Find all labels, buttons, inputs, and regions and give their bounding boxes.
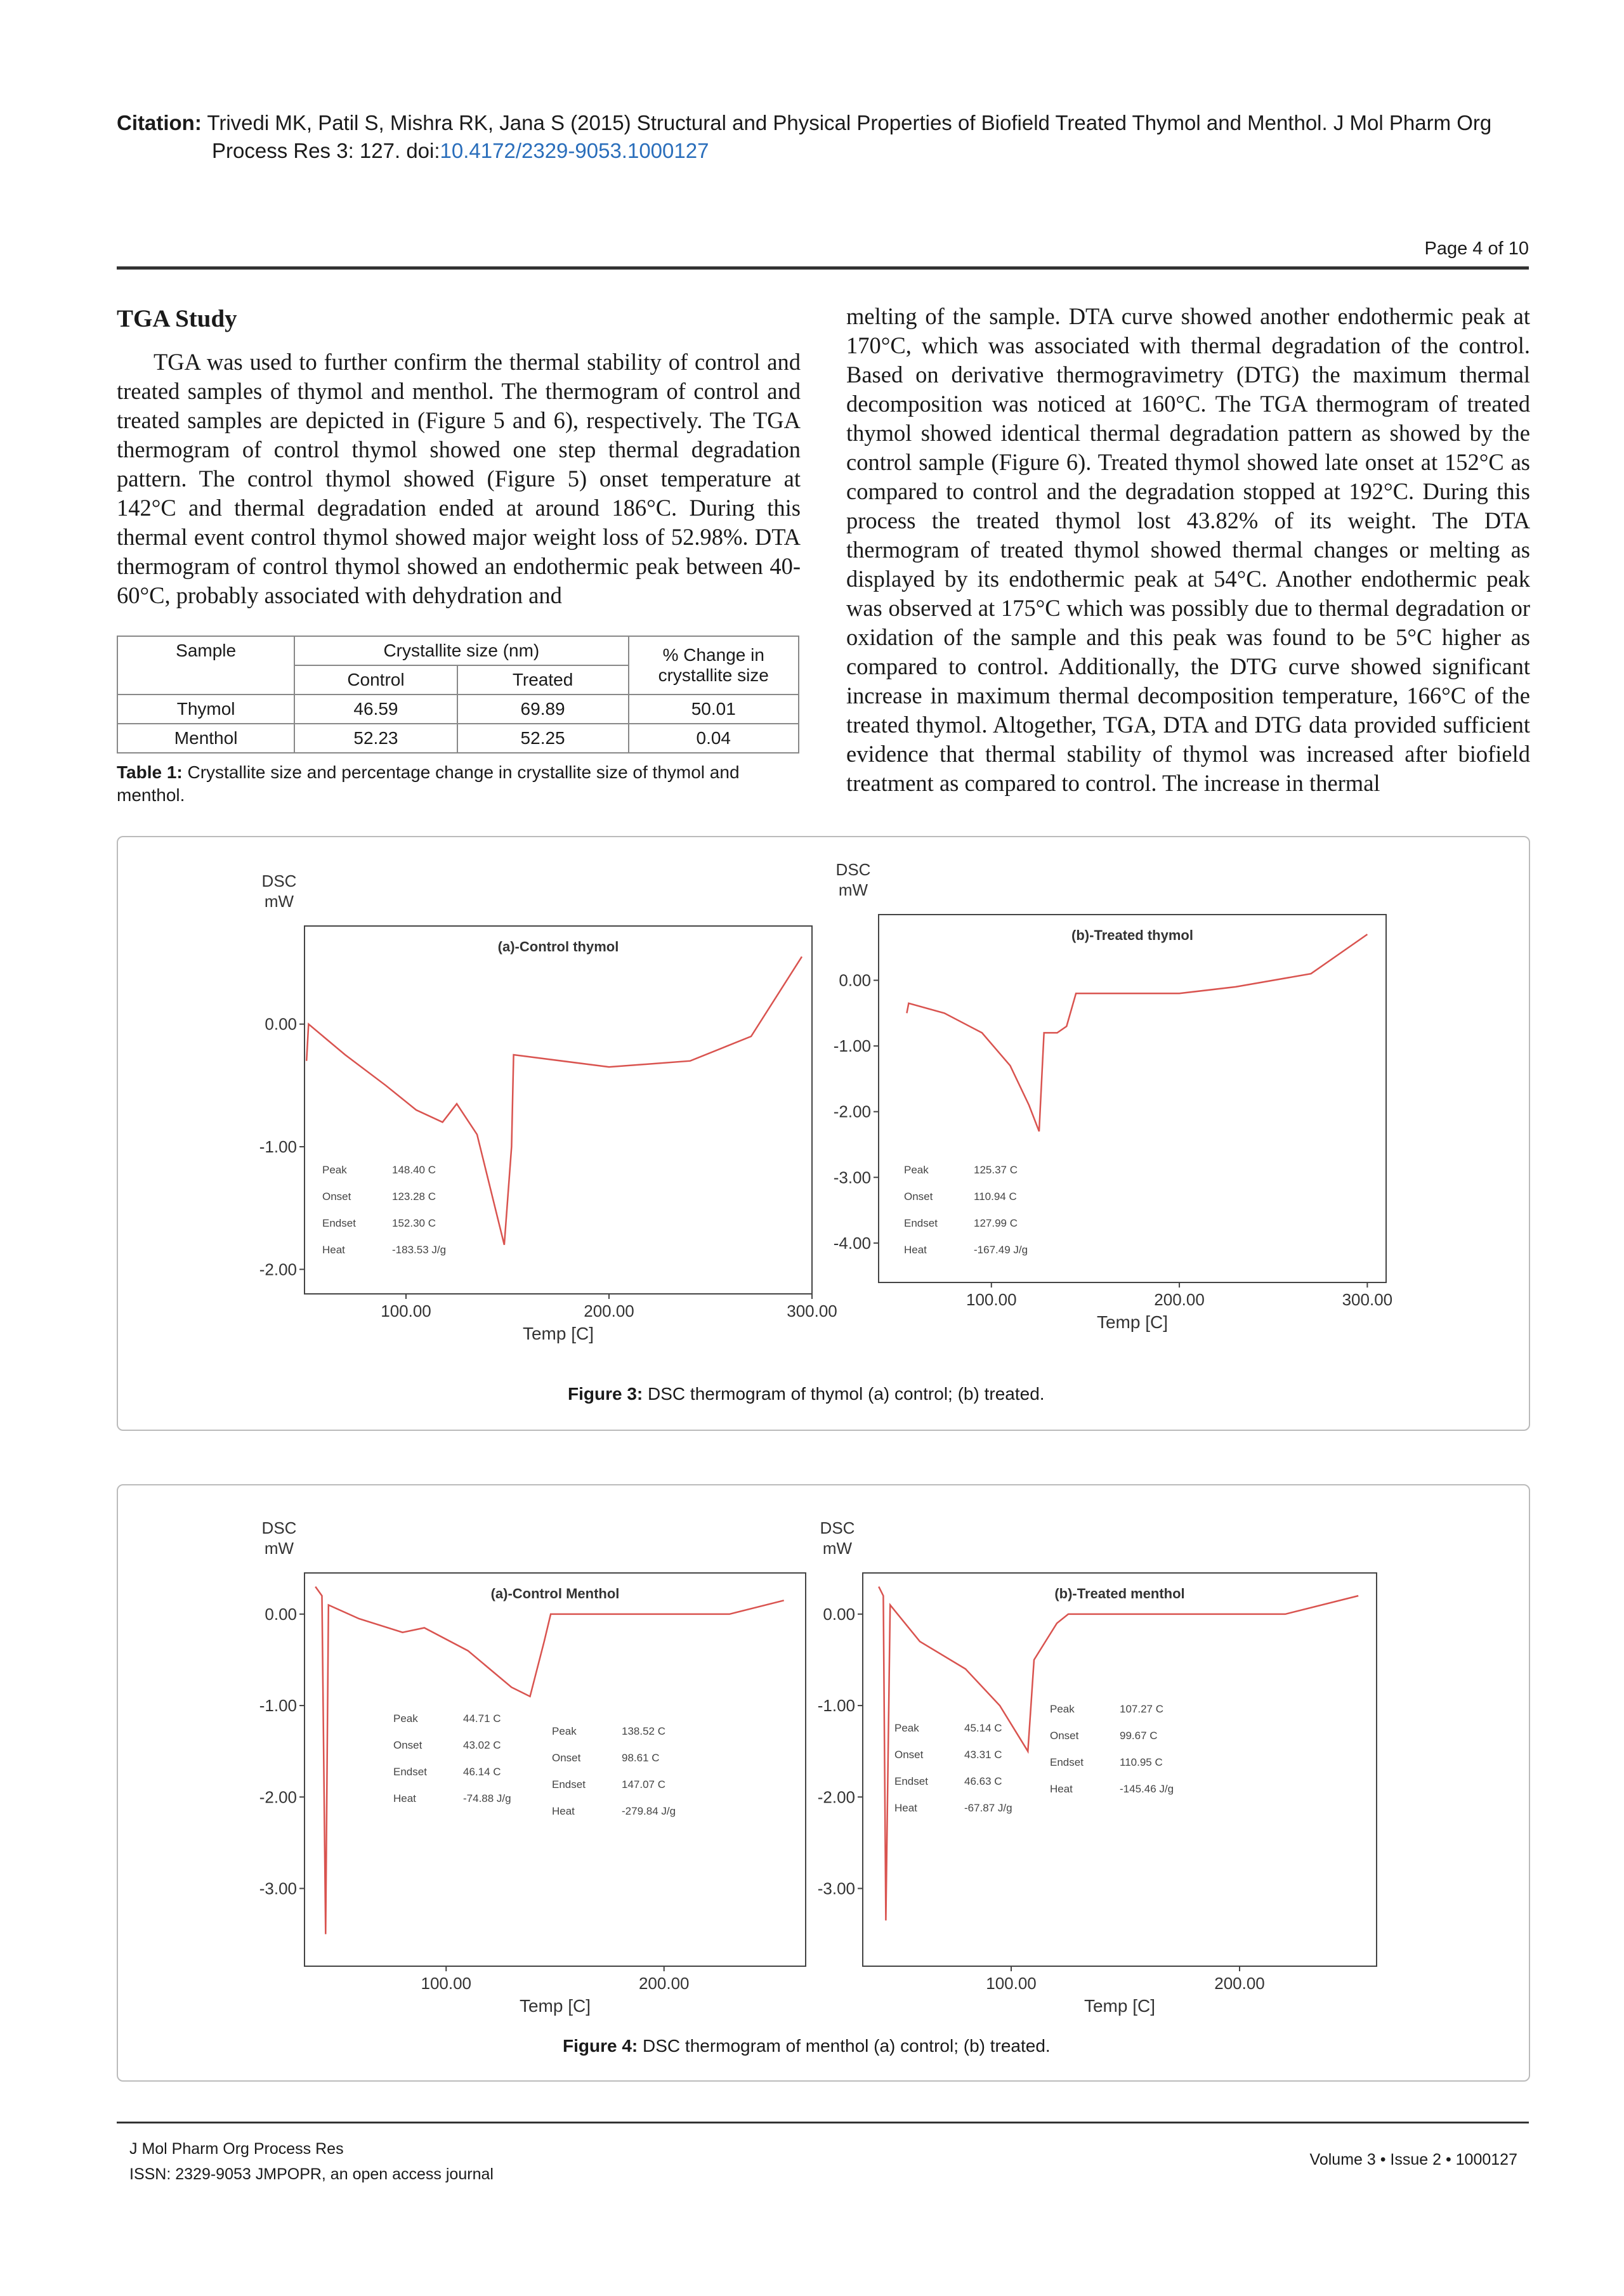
annotation-value: -74.88 J/g bbox=[463, 1792, 511, 1804]
plot-frame bbox=[863, 1573, 1377, 1966]
x-tick-label: 200.00 bbox=[584, 1301, 634, 1321]
annotation-label: Heat bbox=[322, 1244, 345, 1256]
th-sample: Sample bbox=[117, 636, 294, 695]
page-number: Page 4 of 10 bbox=[1424, 238, 1529, 259]
cell-control: 52.23 bbox=[294, 724, 457, 753]
annotation-label: Onset bbox=[1050, 1730, 1079, 1742]
figure-4-caption-lead: Figure 4: bbox=[563, 2036, 638, 2056]
footer-journal: J Mol Pharm Org Process Res bbox=[129, 2140, 344, 2158]
plot-frame bbox=[304, 926, 812, 1294]
y-axis-label: DSC bbox=[261, 871, 297, 890]
annotation-label: Heat bbox=[894, 1802, 917, 1814]
y-tick-label: -1.00 bbox=[259, 1137, 297, 1156]
x-tick-label: 100.00 bbox=[421, 1974, 472, 1993]
x-tick-label: 100.00 bbox=[381, 1301, 431, 1321]
annotation-label: Onset bbox=[904, 1190, 933, 1203]
citation bbox=[117, 109, 1550, 165]
figure-3-caption-lead: Figure 3: bbox=[568, 1384, 643, 1404]
x-axis-label: Temp [C] bbox=[519, 1996, 591, 2016]
y-axis-unit: mW bbox=[264, 1539, 294, 1558]
annotation-value: 98.61 C bbox=[622, 1752, 660, 1764]
x-tick-label: 300.00 bbox=[787, 1301, 837, 1321]
annotation-value: 152.30 C bbox=[392, 1217, 436, 1229]
x-tick-label: 200.00 bbox=[1154, 1290, 1205, 1309]
annotation-value: 147.07 C bbox=[622, 1778, 665, 1790]
chart-title: (a)-Control Menthol bbox=[490, 1586, 620, 1601]
annotation-label: Endset bbox=[894, 1775, 928, 1787]
footer-left bbox=[129, 2136, 494, 2187]
doi-link[interactable]: 10.4172/2329-9053.1000127 bbox=[440, 139, 709, 162]
y-tick-label: -3.00 bbox=[817, 1879, 855, 1898]
cell-change: 50.01 bbox=[629, 695, 799, 724]
y-tick-label: -1.00 bbox=[817, 1696, 855, 1716]
citation-cont-text: Process Res 3: 127. doi: bbox=[212, 139, 440, 162]
y-axis-label: DSC bbox=[820, 1518, 855, 1537]
plot-frame bbox=[304, 1573, 806, 1966]
footer-rule bbox=[117, 2122, 1529, 2123]
table-row bbox=[117, 724, 799, 753]
annotation-label: Heat bbox=[393, 1792, 416, 1804]
x-axis-label: Temp [C] bbox=[1084, 1996, 1156, 2016]
right-column bbox=[846, 302, 1530, 798]
annotation-label: Endset bbox=[1050, 1756, 1084, 1768]
annotation-value: 148.40 C bbox=[392, 1164, 436, 1176]
chart-title: (b)-Treated thymol bbox=[1071, 927, 1193, 943]
annotation-value: 110.95 C bbox=[1120, 1756, 1163, 1768]
table-crystallite bbox=[117, 636, 799, 753]
th-treated: Treated bbox=[457, 665, 629, 695]
annotation-label: Onset bbox=[393, 1739, 422, 1751]
annotation-value: 138.52 C bbox=[622, 1725, 665, 1737]
right-paragraph: melting of the sample. DTA curve showed another endothermic peak at 170°C, which was associated with thermal degradation of the control. Based on derivative thermogravimetry (DTG) the maximum thermal decomposition was noticed at 160°C. The TGA thermogram of treated thymol showed identical thermal degradation pattern as showed by the control sample (Figure 6). Treated thymol showed late onset at 152°C as compared to control and the degradation stopped at 192°C. During this process the treated thymol lost 43.82% of its weight. The DTA thermogram of treated thymol showed thermal changes or melting as displayed by its endothermic peak at 54°C. Another endothermic peak was observed at 175°C which was possibly due to thermal degradation or oxidation of the sample and this peak was found to be 5°C higher as compared to control. Additionally, the DTG curve showed significant increase in maximum thermal decomposition temperature, 166°C of the treated thymol. Altogether, TGA, DTA and DTG data provided sufficient evidence that thermal stability of thymol was increased after biofield treatment as compared to control. The increase in thermal bbox=[846, 303, 1530, 796]
annotation-label: Onset bbox=[552, 1752, 581, 1764]
annotation-label: Peak bbox=[1050, 1703, 1075, 1715]
annotation-label: Onset bbox=[894, 1749, 924, 1761]
annotation-value: 44.71 C bbox=[463, 1712, 501, 1725]
footer-issn: ISSN: 2329-9053 JMPOPR, an open access journal bbox=[129, 2165, 494, 2183]
annotation-value: 46.14 C bbox=[463, 1766, 501, 1778]
x-axis-label: Temp [C] bbox=[522, 1324, 594, 1343]
annotation-label: Endset bbox=[393, 1766, 427, 1778]
x-tick-label: 100.00 bbox=[966, 1290, 1017, 1309]
annotation-label: Endset bbox=[904, 1217, 938, 1229]
chart-control-menthol bbox=[241, 1510, 812, 2017]
chart-control-thymol bbox=[241, 863, 837, 1370]
figure-4-caption bbox=[563, 2036, 1051, 2056]
annotation-label: Endset bbox=[322, 1217, 356, 1229]
y-tick-label: -1.00 bbox=[833, 1036, 871, 1056]
x-axis-label: Temp [C] bbox=[1096, 1312, 1169, 1332]
table-row bbox=[117, 695, 799, 724]
x-tick-label: 300.00 bbox=[1342, 1290, 1393, 1309]
annotation-value: 110.94 C bbox=[974, 1190, 1017, 1203]
y-tick-label: -3.00 bbox=[833, 1168, 871, 1187]
th-crystallite: Crystallite size (nm) bbox=[294, 636, 628, 665]
citation-text: Trivedi MK, Patil S, Mishra RK, Jana S (2015) Structural and Physical Properties of Biofield Treated Thymol and Menthol. J Mol Pharm Org bbox=[207, 111, 1492, 134]
figure-3-caption bbox=[568, 1384, 1045, 1404]
annotation-value: 46.63 C bbox=[964, 1775, 1002, 1787]
table-caption-text: Crystallite size and percentage change in crystallite size of thymol and menthol. bbox=[117, 762, 740, 805]
annotation-value: -279.84 J/g bbox=[622, 1805, 676, 1817]
table-caption bbox=[117, 761, 799, 807]
y-tick-label: -2.00 bbox=[259, 1787, 297, 1807]
x-tick-label: 200.00 bbox=[638, 1974, 690, 1993]
annotation-value: 127.99 C bbox=[974, 1217, 1018, 1229]
chart-title: (b)-Treated menthol bbox=[1054, 1586, 1185, 1601]
figure-3-caption-text: DSC thermogram of thymol (a) control; (b) treated. bbox=[648, 1384, 1045, 1404]
chart-treated-thymol bbox=[815, 860, 1418, 1370]
y-tick-label: -2.00 bbox=[817, 1787, 855, 1807]
annotation-value: 43.02 C bbox=[463, 1739, 501, 1751]
annotation-label: Peak bbox=[393, 1712, 418, 1725]
y-tick-label: 0.00 bbox=[265, 1604, 297, 1624]
y-axis-label: DSC bbox=[835, 860, 871, 879]
annotation-label: Heat bbox=[904, 1244, 927, 1256]
annotation-label: Peak bbox=[322, 1164, 347, 1176]
annotation-value: 99.67 C bbox=[1120, 1730, 1158, 1742]
x-tick-label: 200.00 bbox=[1214, 1974, 1265, 1993]
annotation-label: Peak bbox=[894, 1722, 919, 1734]
annotation-value: 107.27 C bbox=[1120, 1703, 1163, 1715]
cell-change: 0.04 bbox=[629, 724, 799, 753]
annotation-label: Onset bbox=[322, 1190, 351, 1203]
y-tick-label: -4.00 bbox=[833, 1233, 871, 1253]
y-tick-label: 0.00 bbox=[265, 1014, 297, 1034]
annotation-label: Peak bbox=[904, 1164, 929, 1176]
annotation-value: -67.87 J/g bbox=[964, 1802, 1012, 1814]
y-tick-label: 0.00 bbox=[823, 1604, 855, 1624]
y-tick-label: -3.00 bbox=[259, 1879, 297, 1898]
th-control: Control bbox=[294, 665, 457, 695]
cell-sample: Thymol bbox=[117, 695, 294, 724]
annotation-label: Endset bbox=[552, 1778, 586, 1790]
cell-treated: 69.89 bbox=[457, 695, 629, 724]
y-tick-label: -2.00 bbox=[259, 1260, 297, 1279]
cell-sample: Menthol bbox=[117, 724, 294, 753]
y-tick-label: -2.00 bbox=[833, 1102, 871, 1121]
y-tick-label: 0.00 bbox=[839, 970, 871, 990]
table-caption-lead: Table 1: bbox=[117, 762, 183, 782]
plot-frame bbox=[879, 915, 1386, 1282]
footer-volume: Volume 3 • Issue 2 • 1000127 bbox=[1309, 2151, 1517, 2169]
cell-control: 46.59 bbox=[294, 695, 457, 724]
annotation-value: 123.28 C bbox=[392, 1190, 436, 1203]
y-axis-unit: mW bbox=[264, 892, 294, 911]
chart-title: (a)-Control thymol bbox=[497, 939, 619, 955]
y-tick-label: -1.00 bbox=[259, 1696, 297, 1716]
citation-continuation bbox=[117, 137, 1550, 165]
annotation-label: Peak bbox=[552, 1725, 577, 1737]
annotation-value: 43.31 C bbox=[964, 1749, 1002, 1761]
annotation-value: 125.37 C bbox=[974, 1164, 1018, 1176]
annotation-label: Heat bbox=[552, 1805, 575, 1817]
y-axis-unit: mW bbox=[838, 880, 868, 899]
annotation-value: 45.14 C bbox=[964, 1722, 1002, 1734]
th-change: % Change in crystallite size bbox=[629, 636, 799, 695]
section-heading: TGA Study bbox=[117, 305, 237, 332]
annotation-value: -167.49 J/g bbox=[974, 1244, 1028, 1256]
cell-treated: 52.25 bbox=[457, 724, 629, 753]
y-axis-label: DSC bbox=[261, 1518, 297, 1537]
left-column bbox=[117, 348, 801, 610]
left-paragraph: TGA was used to further confirm the thermal stability of control and treated samples of thymol and menthol. The thermogram of control and treated samples are depicted in (Figure 5 and 6), respectively. The TGA thermogram of control thymol showed one step thermal degradation pattern. The control thymol showed (Figure 5) onset temperature at 142°C and thermal degradation ended at around 186°C. During this thermal event control thymol showed major weight loss of 52.98%. DTA thermogram of control thymol showed an endothermic peak between 40-60°C, probably associated with dehydration and bbox=[117, 349, 801, 608]
table-header-row bbox=[117, 636, 799, 665]
annotation-value: -183.53 J/g bbox=[392, 1244, 447, 1256]
chart-treated-menthol bbox=[806, 1510, 1383, 2017]
figure-4-caption-text: DSC thermogram of menthol (a) control; (b) treated. bbox=[643, 2036, 1051, 2056]
annotation-value: -145.46 J/g bbox=[1120, 1783, 1174, 1795]
y-axis-unit: mW bbox=[822, 1539, 853, 1558]
header-rule bbox=[117, 266, 1529, 270]
x-tick-label: 100.00 bbox=[986, 1974, 1037, 1993]
citation-lead: Citation: bbox=[117, 111, 202, 134]
annotation-label: Heat bbox=[1050, 1783, 1073, 1795]
